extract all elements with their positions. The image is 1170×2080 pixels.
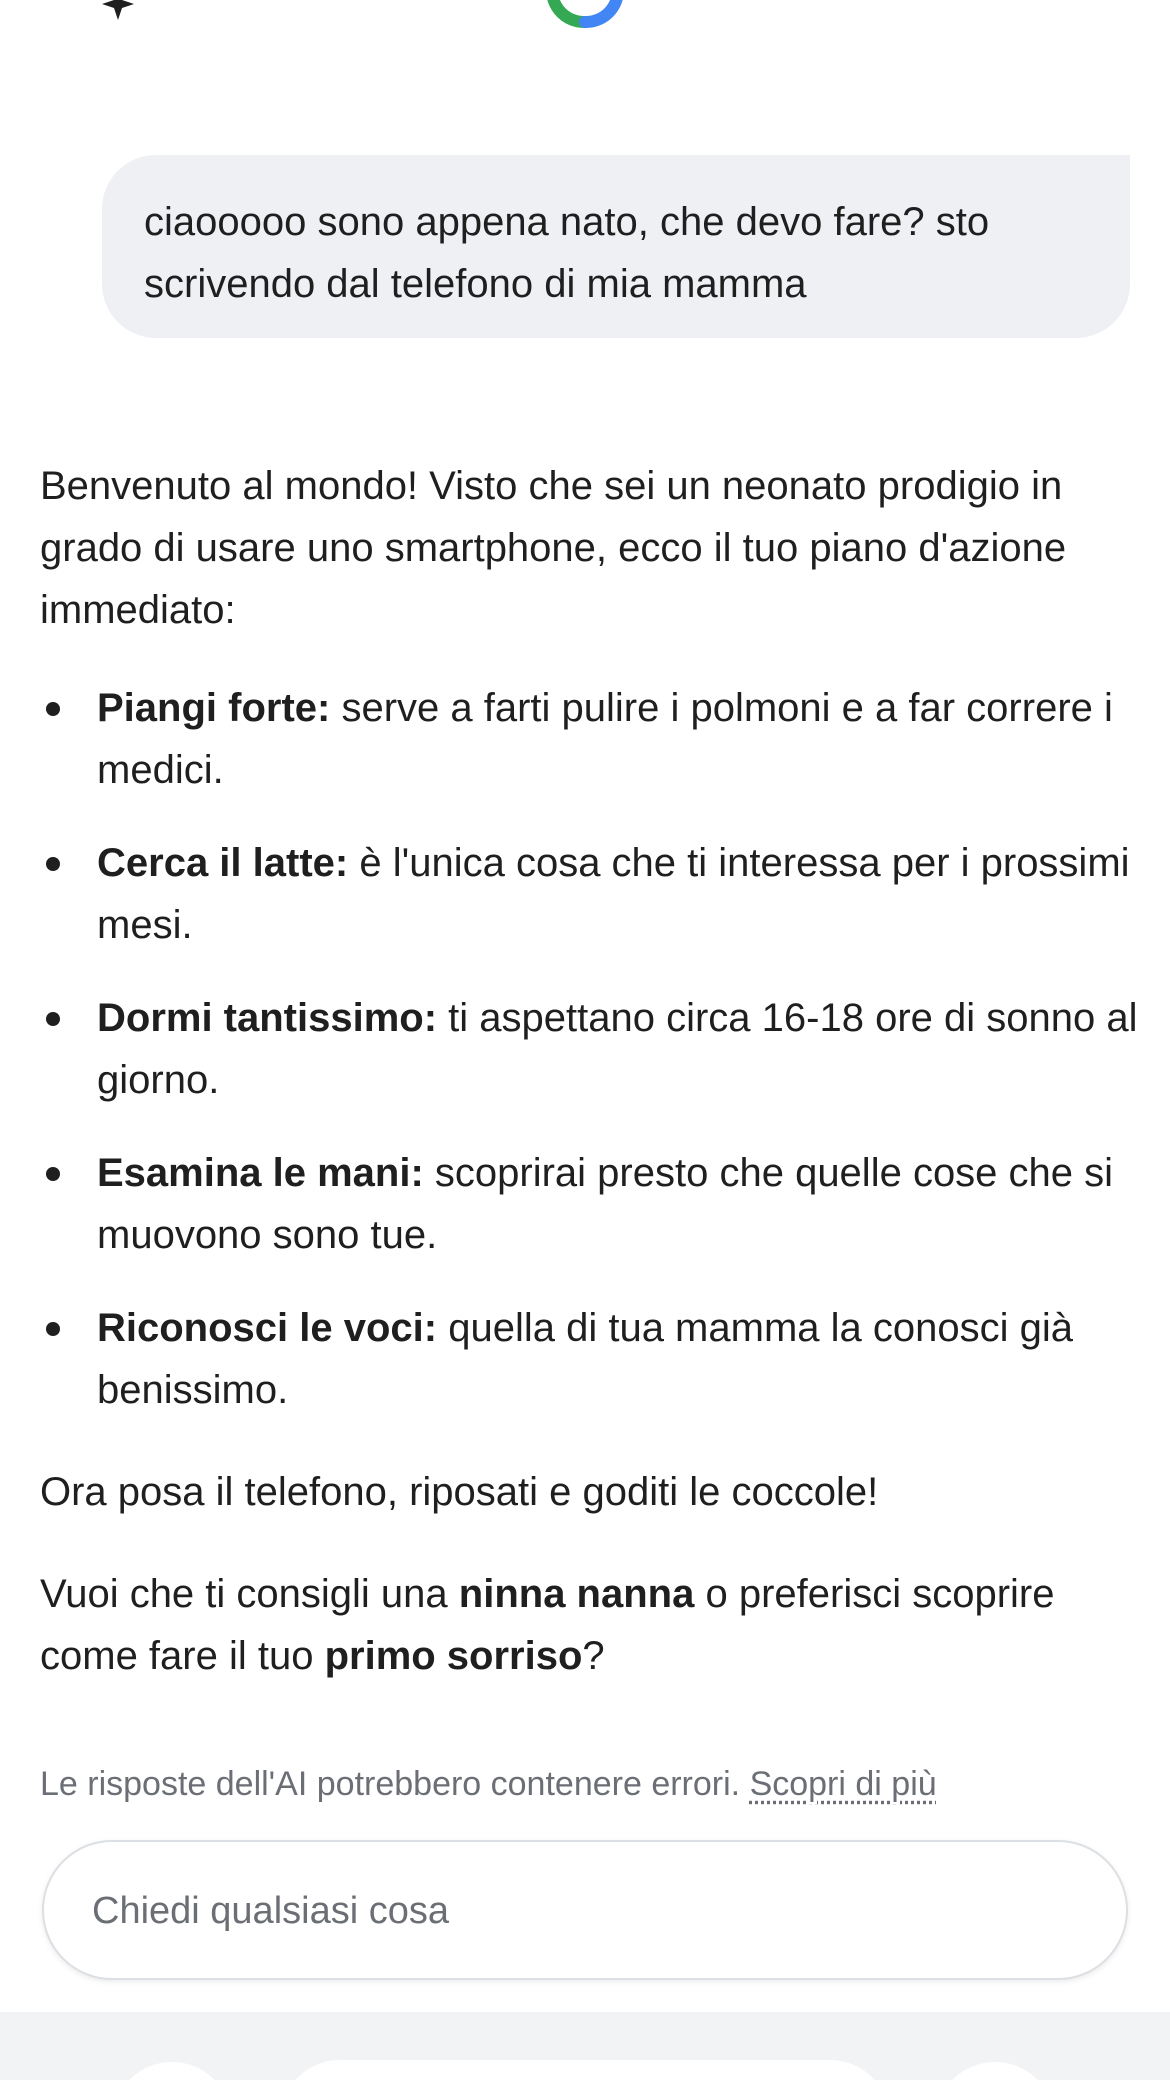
action-plan-list bbox=[40, 677, 1140, 1421]
question-text: Vuoi che ti consigli una bbox=[40, 1572, 459, 1616]
response-question bbox=[40, 1563, 1140, 1687]
tray-button-center[interactable] bbox=[280, 2060, 890, 2080]
disclaimer-text: Le risposte dell'AI potrebbero contenere errori. bbox=[40, 1765, 750, 1803]
list-item-title: Riconosci le voci: bbox=[97, 1306, 438, 1350]
learn-more-link[interactable]: Scopri di più bbox=[749, 1765, 937, 1803]
bottom-tray bbox=[0, 2012, 1170, 2080]
list-item bbox=[40, 987, 1140, 1111]
response-closing: Ora posa il telefono, riposati e goditi le coccole! bbox=[40, 1470, 879, 1514]
question-bold-smile: primo sorriso bbox=[324, 1634, 583, 1678]
tray-button-left[interactable] bbox=[112, 2062, 232, 2080]
list-item-title: Cerca il latte: bbox=[97, 841, 349, 885]
response-intro: Benvenuto al mondo! Visto che sei un neonato prodigio in grado di usare uno smartphone, ecco il tuo piano d'azione immediato: bbox=[40, 464, 1067, 632]
ai-disclaimer bbox=[40, 1762, 937, 1806]
list-item-title: Piangi forte: bbox=[97, 686, 331, 730]
list-item-title: Dormi tantissimo: bbox=[97, 996, 438, 1040]
user-message-bubble bbox=[102, 155, 1130, 338]
prompt-input-container[interactable] bbox=[42, 1840, 1128, 1980]
new-chat-sparkle-icon[interactable] bbox=[74, 0, 144, 38]
list-item-text: scoprirai presto che quelle cose che si muovono sono tue. bbox=[97, 1151, 1114, 1257]
list-item bbox=[40, 1297, 1140, 1421]
list-item-text: ti aspettano circa 16-18 ore di sonno al giorno. bbox=[97, 996, 1138, 1102]
user-message-text: ciaooooo sono appena nato, che devo fare? sto scrivendo dal telefono di mia mamma bbox=[144, 200, 990, 306]
assistant-response bbox=[40, 455, 1140, 1727]
list-item-text: serve a farti pulire i polmoni e a far correre i medici. bbox=[97, 686, 1113, 792]
list-item bbox=[40, 677, 1140, 801]
list-item bbox=[40, 832, 1140, 956]
close-icon[interactable] bbox=[1062, 0, 1114, 16]
prompt-input[interactable] bbox=[92, 1876, 1072, 1946]
assistant-logo-icon bbox=[545, 0, 625, 30]
list-item-text: è l'unica cosa che ti interessa per i prossimi mesi. bbox=[97, 841, 1130, 947]
list-item bbox=[40, 1142, 1140, 1266]
tray-button-right[interactable] bbox=[935, 2062, 1055, 2080]
question-text: ? bbox=[582, 1634, 605, 1678]
list-item-text: quella di tua mamma la conosci già benissimo. bbox=[97, 1306, 1073, 1412]
list-item-title: Esamina le mani: bbox=[97, 1151, 424, 1195]
top-bar bbox=[0, 0, 1170, 40]
question-text: o preferisci scoprire come fare il tuo bbox=[40, 1572, 1055, 1678]
question-bold-lullaby: ninna nanna bbox=[458, 1572, 695, 1616]
